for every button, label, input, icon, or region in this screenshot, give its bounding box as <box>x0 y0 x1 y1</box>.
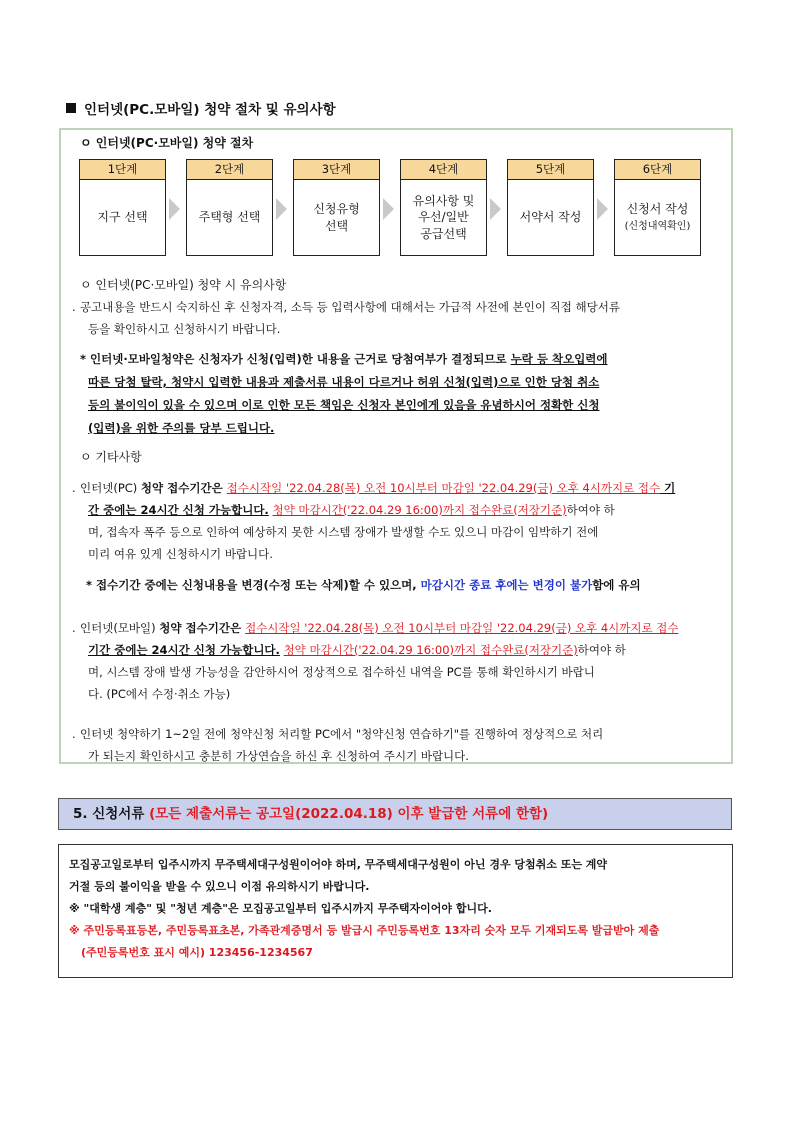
step-label: 5단계 <box>508 160 593 180</box>
section5-box: 모집공고일로부터 입주시까지 무주택세대구성원이어야 하며, 무주택세대구성원이 아닌 경우 당첨취소 또는 계약 거절 등의 불이익을 받을 수 있으니 이점 유의하시기 바랍니다. ※ "대학생 계층" 및 "청년 계층"은 모집공고일부터 입주시까지 무주택자이어야 합니다. ※ 주민등록표등본, 주민등록표초본, 가족관계증명서 등 발급시 주민등록번호 13자리 숫자 모두 기재되도록 발급받아 제출 (주민등록번호 표시 예시) 123456-1234567 <box>58 844 733 978</box>
step-label: 6단계 <box>615 160 700 180</box>
step-box-4 <box>400 159 487 256</box>
cautions-title: ㅇ 인터넷(PC·모바일) 청약 시 유의사항 <box>80 278 287 292</box>
arrow-right-icon <box>383 198 394 220</box>
step-text: 서약서 작성 <box>519 210 582 225</box>
mobile-period-paragraph: . 인터넷(모바일) 청약 접수기간은 접수시작일 '22.04.28(목) 오전 10시부터 마감일 '22.04.29(금) 오후 4시까지로 접수 기간 중에는 24시간 신청 가능합니다. 청약 마감시간('22.04.29 16:00)까지 접수완료(저장기준)하여야 하 며, 시스템 장애 발생 가능성을 감안하시어 정상적으로 접수하신 내역을 PC를 통해 확인하시기 바랍니 다. (PC에서 수정·취소 가능) <box>72 621 679 701</box>
practice-paragraph: . 인터넷 청약하기 1~2일 전에 청약신청 처리할 PC에서 "청약신청 연습하기"를 진행하여 정상적으로 처리 가 되는지 확인하시고 충분히 가상연습을 하신 후 신청하여 주시기 바랍니다. <box>72 727 604 763</box>
step-text: 주택형 선택 <box>198 210 261 225</box>
step-text: 유의사항 및 우선/일반 공급선택 <box>412 194 475 241</box>
step-box-5 <box>507 159 594 256</box>
caution-star-note: * 인터넷·모바일청약은 신청자가 신청(입력)한 내용을 근거로 당첨여부가 결정되므로 누락 등 착오입력에 따른 당첨 탈락, 청약시 입력한 내용과 제출서류 내용이 다르거나 허위 신청(입력)으로 인한 당첨 취소 등의 불이익이 있을 수 있으며 이로 인한 모든 책임은 신청자 본인에게 있음을 유념하시어 정확한 신청 (입력)을 위한 주의를 당부 드립니다. <box>80 352 608 435</box>
step-label: 4단계 <box>401 160 486 180</box>
step-box-1 <box>79 159 166 256</box>
arrow-right-icon <box>276 198 287 220</box>
step-text: 지구 선택 <box>97 210 148 225</box>
caution-paragraph: . 공고내용을 반드시 숙지하신 후 신청자격, 소득 등 입력사항에 대해서는 가급적 사전에 본인이 직접 해당서류 등을 확인하시고 신청하시기 바랍니다. <box>72 300 620 336</box>
etc-title: ㅇ 기타사항 <box>80 450 142 464</box>
step-text: 신청서 작성 (신청내역확인) <box>624 202 691 233</box>
arrow-right-icon <box>490 198 501 220</box>
heading-text: 인터넷(PC.모바일) 청약 절차 및 유의사항 <box>84 102 336 118</box>
section-heading <box>66 98 336 118</box>
change-note: * 접수기간 중에는 신청내용을 변경(수정 또는 삭제)할 수 있으며, 마감시간 종료 후에는 변경이 불가함에 유의 <box>86 578 641 592</box>
square-bullet-icon <box>66 103 76 113</box>
arrow-right-icon <box>597 198 608 220</box>
step-label: 2단계 <box>187 160 272 180</box>
step-box-3 <box>293 159 380 256</box>
section5-title-bar: 5. 신청서류 (모든 제출서류는 공고일(2022.04.18) 이후 발급한 서류에 한함) <box>58 798 732 830</box>
arrow-right-icon <box>169 198 180 220</box>
step-box-6 <box>614 159 701 256</box>
pc-period-paragraph: . 인터넷(PC) 청약 접수기간은 접수시작일 '22.04.28(목) 오전 10시부터 마감일 '22.04.29(금) 오후 4시까지로 접수 기 간 중에는 24시간 신청 가능합니다. 청약 마감시간('22.04.29 16:00)까지 접수완료(저장기준)하여야 하 며, 접속자 폭주 등으로 인하여 예상하지 못한 시스템 장애가 발생할 수도 있으니 마감이 임박하기 전에 미리 여유 있게 신청하시기 바랍니다. <box>72 481 676 561</box>
step-text: 신청유형 선택 <box>313 202 360 233</box>
step-box-2 <box>186 159 273 256</box>
step-label: 3단계 <box>294 160 379 180</box>
step-label: 1단계 <box>80 160 165 180</box>
procedure-title: ㅇ 인터넷(PC·모바일) 청약 절차 <box>80 136 254 150</box>
